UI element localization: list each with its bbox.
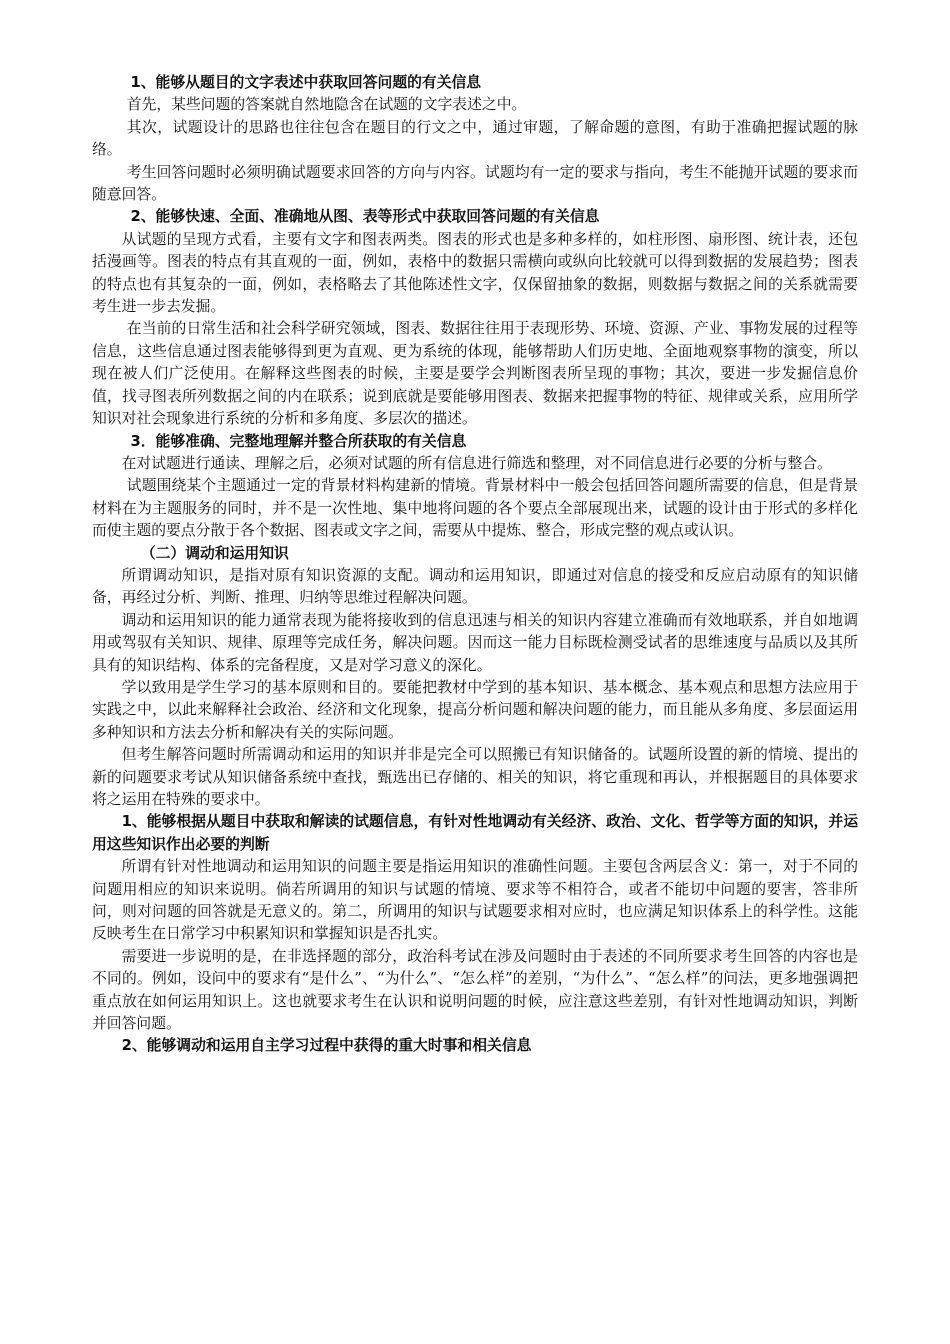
paragraph: 从试题的呈现方式看，主要有文字和图表两类。图表的形式也是多种多样的，如柱形图、扇形图、统计表，还包括漫画等。图表的特点有其直观的一面，例如，表格中的数据只需横向或纵向比较就可以得到数据的发展趋势；图表的特点也有其复杂的一面，例如，表格略去了其他陈述性文字，仅保留抽象的数据，则数据与数据之间的关系就需要考生进一步去发掘。 <box>92 230 858 316</box>
paragraph: 其次，试题设计的思路也往往包含在题目的行文之中，通过审题，了解命题的意图，有助于准确把握试题的脉络。 <box>92 118 858 159</box>
paragraph: 在当前的日常生活和社会科学研究领域，图表、数据往往用于表现形势、环境、资源、产业、事物发展的过程等信息，这些信息通过图表能够得到更为直观、更为系统的体现，能够帮助人们历史地、全面地观察事物的演变，所以现在被人们广泛使用。在解释这些图表的时候，主要是要学会判断图表所呈现的事物；其次，要进一步发掘信息价值，找寻图表所列数据之间的内在联系；说到底就是要能够用图表、数据来把握事物的特征、规律或关系，应用所学知识对社会现象进行系统的分析和多角度、多层次的描述。 <box>92 320 858 428</box>
paragraph: 需要进一步说明的是，在非选择题的部分，政治科考试在涉及问题时由于表述的不同所要求考生回答的内容也是不同的。例如，设问中的要求有“是什么”、“为什么”、“怎么样”的差别，“为什么”、“怎么样”的问法，更多地强调把重点放在如何运用知识上。这也就要求考生在认识和说明问题的时候，应注意这些差别，有针对性地调动知识，判断并回答问题。 <box>92 947 858 1033</box>
paragraph: 试题围绕某个主题通过一定的背景材料构建新的情境。背景材料中一般会包括回答问题所需要的信息，但是背景材料在为主题服务的同时，并不是一次性地、集中地将问题的各个要点全部展现出来，试题的设计由于形式的多样化而使主题的要点分散于各个数据、图表或文字之间，需要从中提炼、整合，形成完整的观点或认识。 <box>92 477 858 540</box>
paragraph: 在对试题进行通读、理解之后，必须对试题的所有信息进行筛选和整理，对不同信息进行必要的分析与整合。 <box>121 454 832 472</box>
section-heading-5: 2、能够调动和运用自主学习过程中获得的重大时事和相关信息 <box>121 1037 532 1055</box>
paragraph: 考生回答问题时必须明确试题要求回答的方向与内容。试题均有一定的要求与指向，考生不能抛开试题的要求而随意回答。 <box>92 163 858 204</box>
section-heading-3: 3．能够准确、完整地理解并整合所获取的有关信息 <box>130 432 467 450</box>
chapter-heading: （二）调动和运用知识 <box>140 544 289 562</box>
paragraph: 所谓调动知识，是指对原有知识资源的支配。调动和运用知识，即通过对信息的接受和反应启动原有的知识储备，再经过分析、判断、推理、归纳等思维过程解决问题。 <box>92 566 858 607</box>
paragraph: 所谓有针对性地调动和运用知识的问题主要是指运用知识的准确性问题。主要包含两层含义：第一，对于不同的问题用相应的知识来说明。倘若所调用的知识与试题的情境、要求等不相符合，或者不能切中问题的要害，答非所问，则对问题的回答就是无意义的。第二，所调用的知识与试题要求相对应时，也应满足知识体系上的科学性。这能反映考生在日常学习中积累知识和掌握知识是否扎实。 <box>92 858 858 943</box>
section-heading-2: 2、能够快速、全面、准确地从图、表等形式中获取回答问题的有关信息 <box>130 208 600 226</box>
section-heading-1: 1、能够从题目的文字表述中获取回答问题的有关信息 <box>130 74 482 91</box>
paragraph: 但考生解答问题时所需调动和运用的知识并非是完全可以照搬已有知识储备的。试题所设置的新的情境、提出的新的问题要求考试从知识储备系统中查找，甄选出已存储的、相关的知识，将它重现和再认，并根据题目的具体要求将之运用在特殊的要求中。 <box>92 746 858 808</box>
paragraph: 首先，某些问题的答案就自然地隐含在试题的文字表述之中。 <box>126 96 527 114</box>
paragraph: 调动和运用知识的能力通常表现为能将接收到的信息迅速与相关的知识内容建立准确而有效地联系，并自如地调用或驾驭有关知识、规律、原理等完成任务，解决问题。因而这一能力目标既检测受试者的思维速度与品质以及其所具有的知识结构、体系的完备程度，又是对学习意义的深化。 <box>92 611 858 674</box>
paragraph: 学以致用是学生学习的基本原则和目的。要能把教材中学到的基本知识、基本概念、基本观点和思想方法应用于实践之中，以此来解释社会政治、经济和文化现象，提高分析问题和解决问题的能力，而且能从多角度、多层面运用多种知识和方法去分析和解决有关的实际问题。 <box>92 678 858 741</box>
section-heading-4: 1、能够根据从题目中获取和解读的试题信息，有针对性地调动有关经济、政治、文化、哲学等方面的知识，并运用这些知识作出必要的判断 <box>92 813 858 853</box>
